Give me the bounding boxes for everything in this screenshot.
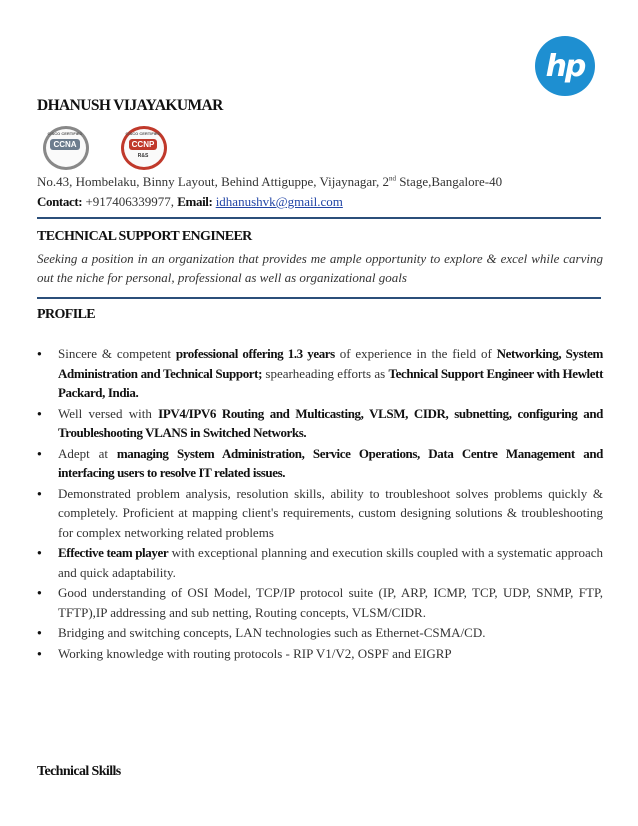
hp-logo-text: hp [545, 48, 585, 84]
item-bold: professional offering 1.3 years [175, 346, 335, 361]
ccnp-badge-sub: R&S [137, 153, 149, 159]
ccna-badge [38, 126, 92, 170]
list-item [37, 623, 603, 643]
item-text: with exceptional planning and execution skills coupled with a systematic approach and quick adaptability. [58, 545, 603, 580]
contact-phone: +917406339977, [82, 194, 178, 209]
list-item [37, 344, 603, 403]
section-divider [37, 297, 601, 299]
item-text: Good understanding of OSI Model, TCP/IP protocol suite (IP, ARP, ICMP, TCP, UDP, SNMP, FTP, TFTP),IP addressing and sub netting, Routing concepts, VLSM/CIDR. [58, 585, 603, 620]
hp-logo [535, 36, 595, 96]
item-bold: Technical Support Engineer with Hewlett Packard, India. [58, 365, 604, 400]
item-text: spearheading efforts as [262, 365, 389, 381]
candidate-name: DHANUSH VIJAYAKUMAR [37, 97, 223, 114]
item-text: Sincere & competent [58, 346, 176, 361]
role-heading: TECHNICAL SUPPORT ENGINEER [37, 229, 252, 244]
item-text: Well versed with [58, 405, 159, 421]
list-item [37, 484, 603, 543]
email-label: Email: [177, 194, 213, 209]
email-link[interactable]: idhanushvk@gmail.com [215, 194, 343, 209]
item-bold: managing System Administration, Service Operations, Data Centre Management and interfacing users to resolve IT related issues. [58, 445, 604, 480]
item-text: Bridging and switching concepts, LAN technologies such as Ethernet-CSMA/CD. [58, 625, 486, 640]
ccnp-badge [116, 126, 170, 170]
objective-text: Seeking a position in an organization that provides me ample opportunity to explore & excel while carving out the niche for personal, professional as well as organizational goals [37, 251, 603, 285]
list-item [37, 444, 603, 483]
item-text: Adept at [58, 445, 117, 461]
address-tail: Stage,Bangalore-40 [395, 174, 503, 189]
item-text: Demonstrated problem analysis, resolution skills, ability to troubleshoot solves problems quickly & completely. Proficient at mapping client's requirements, custom designing solutions & troubleshooting for complex networking related problems [58, 485, 603, 540]
item-bold: Networking, System Administration and Technical Support; [58, 346, 603, 381]
profile-list [37, 344, 603, 664]
item-text: of experience in the field of [334, 346, 497, 361]
ccnp-badge-top: CISCO CERTIFIED [125, 131, 161, 136]
ccna-badge-title: CCNA [50, 139, 79, 150]
item-bold: IPV4/IPV6 Routing and Multicasting, VLSM, CIDR, subnetting, configuring and Troubleshooting VLANS in Switched Networks. [58, 405, 604, 440]
item-text: Working knowledge with routing protocols - RIP V1/V2, OSPF and EIGRP [58, 645, 452, 661]
address [37, 174, 601, 190]
technical-skills-heading: Technical Skills [37, 764, 121, 779]
item-bold: Effective team player [58, 545, 169, 560]
ccnp-badge-title-wrap [116, 140, 170, 149]
contact-line [37, 194, 601, 210]
profile-heading: PROFILE [37, 307, 96, 322]
list-item [37, 583, 603, 622]
address-sup: nd [388, 174, 396, 183]
list-item [37, 404, 603, 443]
ccna-badge-title-wrap [38, 140, 92, 149]
address-main: No.43, Hombelaku, Binny Layout, Behind Attiguppe, Vijaynagar, 2 [37, 174, 389, 189]
contact-label: Contact: [37, 194, 83, 209]
ccnp-badge-title: CCNP [129, 139, 158, 150]
section-divider [37, 217, 601, 219]
list-item [37, 543, 603, 582]
ccna-badge-top: CISCO CERTIFIED [47, 131, 83, 136]
list-item [37, 644, 603, 664]
